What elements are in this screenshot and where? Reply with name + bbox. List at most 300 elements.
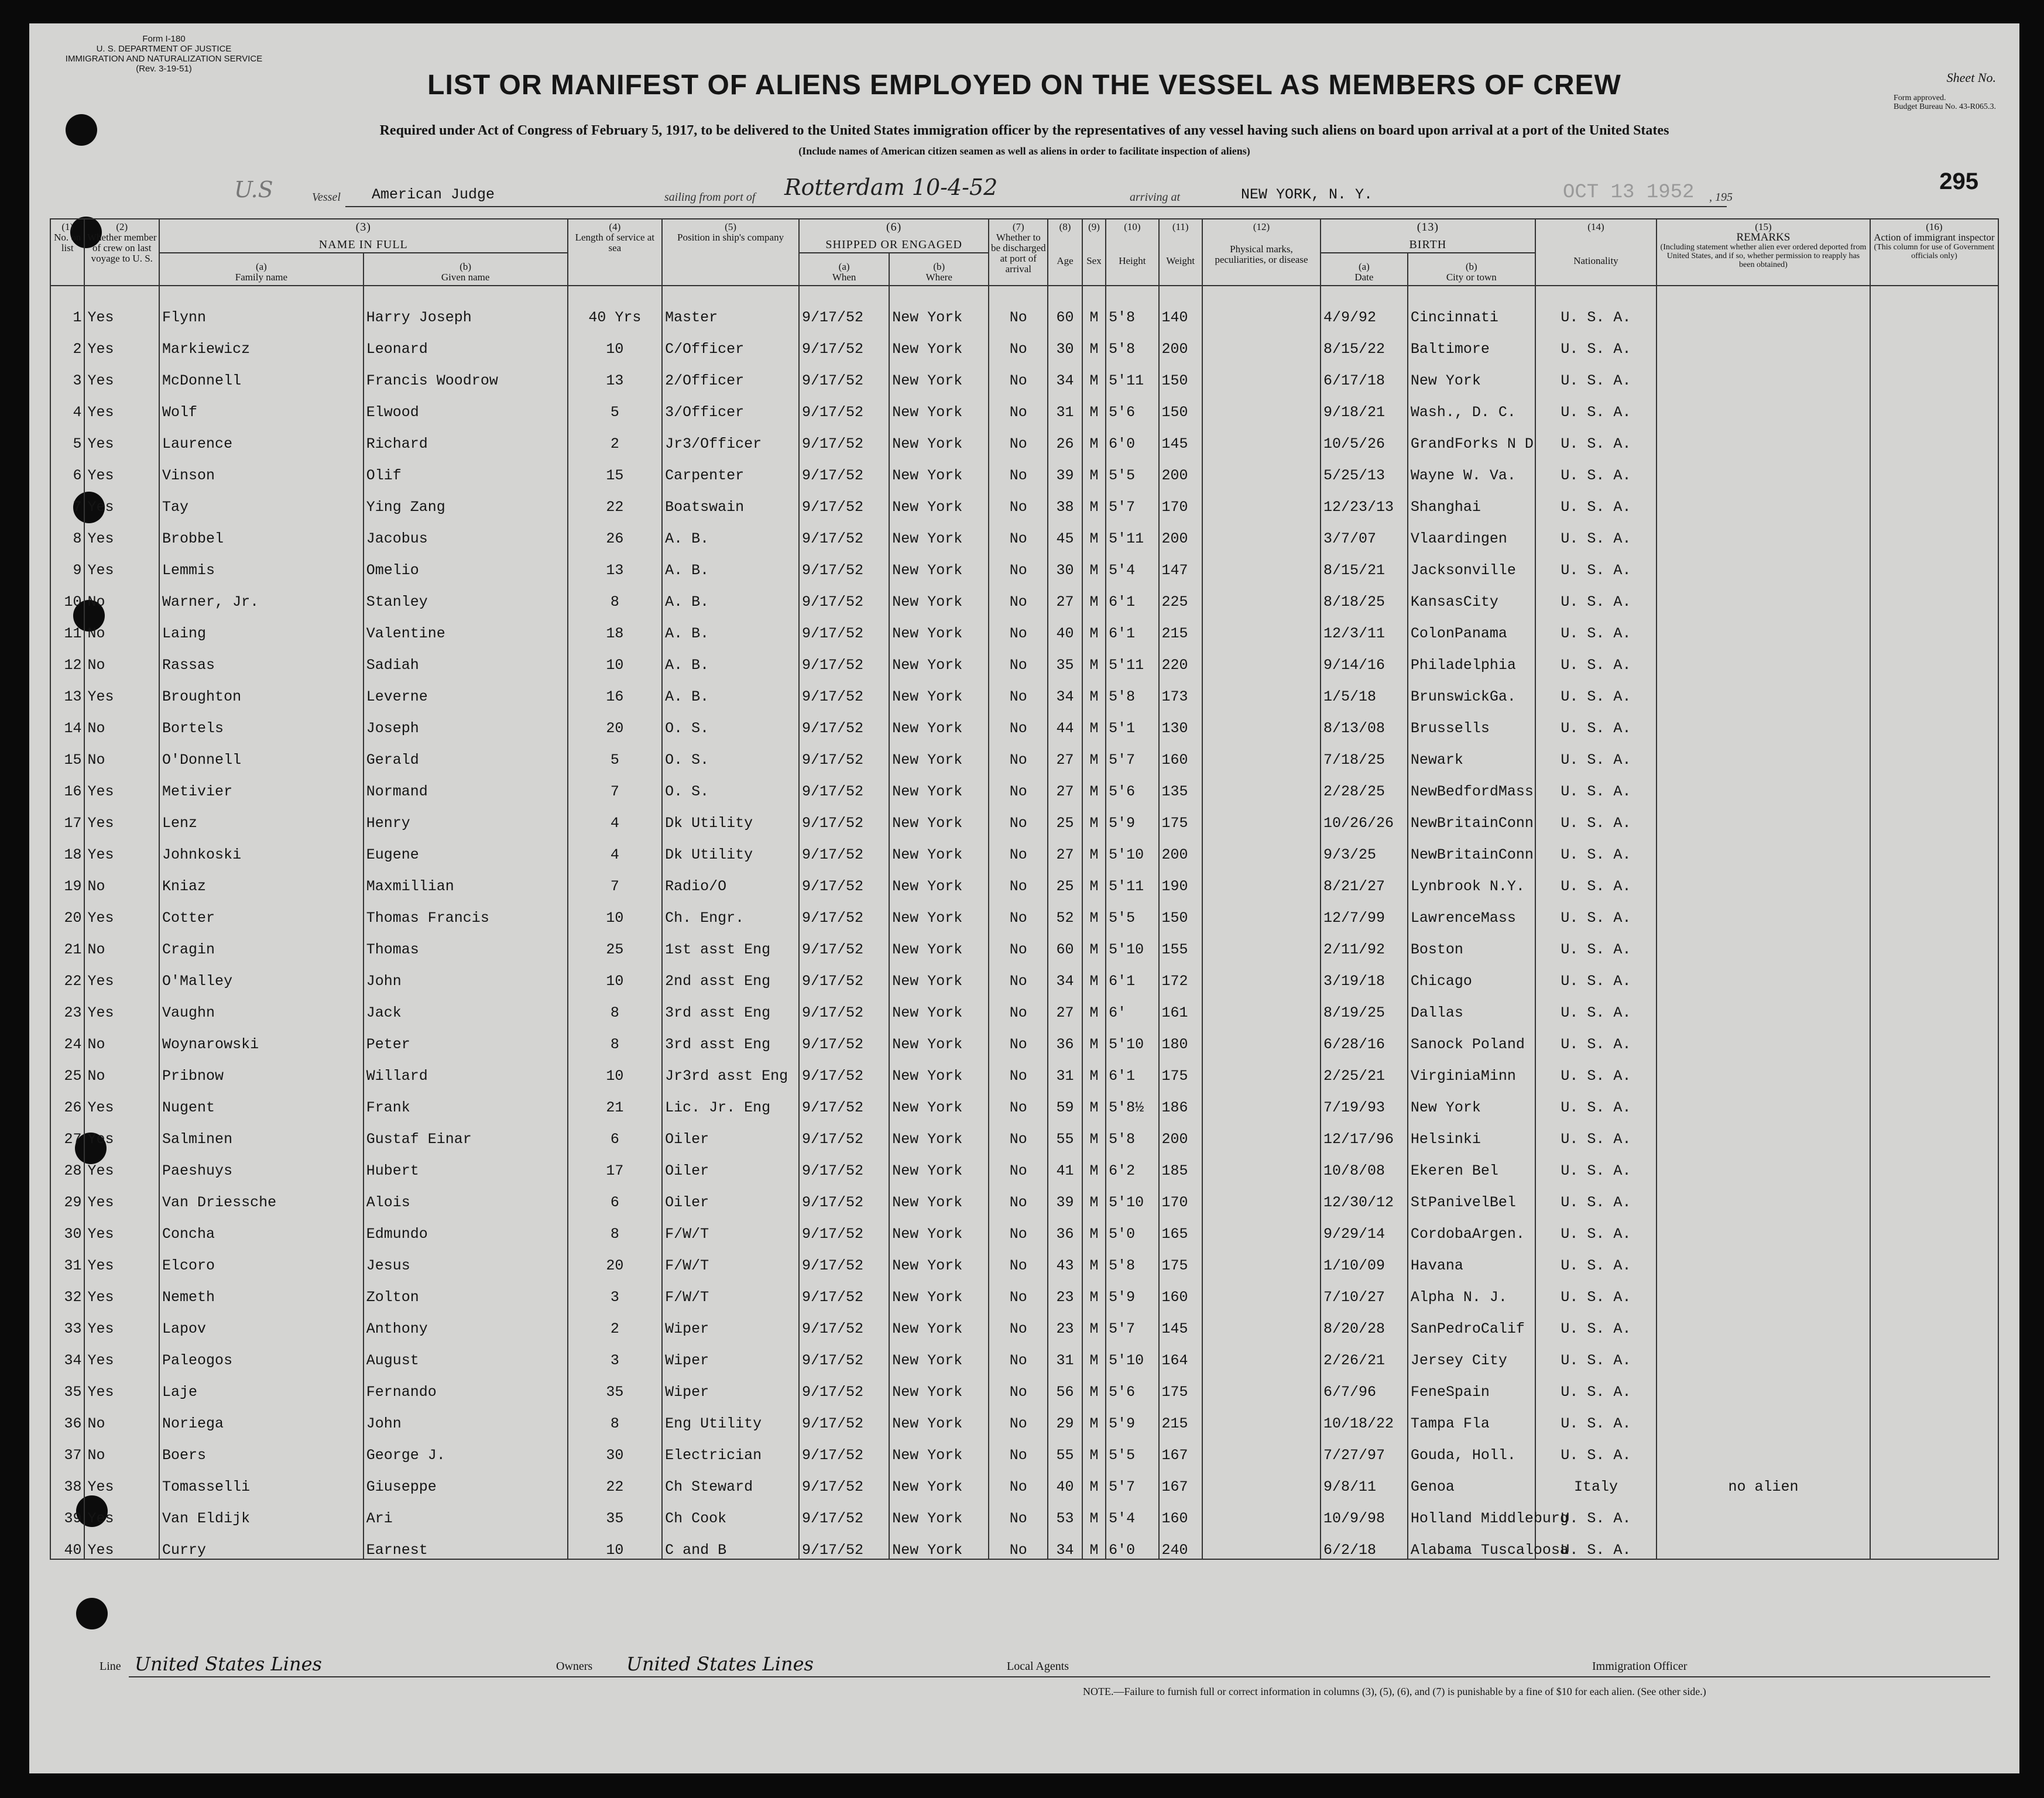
discharge-cell: No	[989, 1053, 1048, 1085]
nationality-cell: U. S. A.	[1535, 990, 1657, 1021]
last-voyage-cell: No	[84, 863, 159, 895]
family-name-cell: Vaughn	[159, 990, 363, 1021]
remarks-cell	[1657, 958, 1870, 990]
inspector-action-cell	[1870, 1179, 1998, 1211]
age-cell: 52	[1048, 895, 1082, 927]
age-cell: 34	[1048, 358, 1082, 389]
given-name-cell: Eugene	[363, 832, 568, 863]
nationality-cell: U. S. A.	[1535, 1274, 1657, 1306]
position-cell: O. S.	[662, 705, 799, 737]
weight-cell: 175	[1159, 1243, 1202, 1274]
service-length-cell: 13	[568, 547, 663, 579]
sex-cell: M	[1082, 832, 1106, 863]
birth-city-cell: Baltimore	[1408, 326, 1535, 358]
age-cell: 43	[1048, 1243, 1082, 1274]
weight-cell: 240	[1159, 1527, 1202, 1559]
birth-city-cell: Wash., D. C.	[1408, 389, 1535, 421]
nationality-cell: U. S. A.	[1535, 1211, 1657, 1243]
last-voyage-cell: Yes	[84, 1148, 159, 1179]
nationality-cell: U. S. A.	[1535, 1306, 1657, 1337]
last-voyage-cell: Yes	[84, 1116, 159, 1148]
height-cell: 5'9	[1106, 1274, 1158, 1306]
nationality-cell: U. S. A.	[1535, 1369, 1657, 1401]
position-cell: F/W/T	[662, 1274, 799, 1306]
shipped-when-cell: 9/17/52	[799, 1243, 889, 1274]
birth-date-cell: 8/20/28	[1321, 1306, 1408, 1337]
given-name-cell: Hubert	[363, 1148, 568, 1179]
given-name-cell: Zolton	[363, 1274, 568, 1306]
inspector-action-cell	[1870, 389, 1998, 421]
physical-marks-cell	[1202, 1053, 1321, 1085]
height-cell: 5'8	[1106, 286, 1158, 326]
age-cell: 45	[1048, 516, 1082, 547]
birth-date-cell: 6/28/16	[1321, 1021, 1408, 1053]
service-length-cell: 6	[568, 1179, 663, 1211]
birth-city-cell: Brussells	[1408, 705, 1535, 737]
physical-marks-cell	[1202, 1211, 1321, 1243]
birth-date-cell: 7/18/25	[1321, 737, 1408, 768]
family-name-cell: Lapov	[159, 1306, 363, 1337]
remarks-cell	[1657, 452, 1870, 484]
given-name-cell: Valentine	[363, 610, 568, 642]
sex-cell: M	[1082, 421, 1106, 452]
height-cell: 5'0	[1106, 1211, 1158, 1243]
discharge-cell: No	[989, 579, 1048, 610]
table-row	[50, 1021, 1998, 1053]
family-name-cell: Nugent	[159, 1085, 363, 1116]
given-name-cell: Earnest	[363, 1527, 568, 1559]
punch-hole	[76, 1598, 108, 1629]
footer-line	[100, 1653, 2019, 1680]
discharge-cell: No	[989, 421, 1048, 452]
remarks-cell	[1657, 895, 1870, 927]
nationality-cell: U. S. A.	[1535, 1148, 1657, 1179]
row-number-cell: 5	[50, 421, 84, 452]
nationality-cell: U. S. A.	[1535, 421, 1657, 452]
discharge-cell: No	[989, 1432, 1048, 1464]
sex-cell: M	[1082, 389, 1106, 421]
remarks-cell	[1657, 705, 1870, 737]
birth-city-cell: LawrenceMass	[1408, 895, 1535, 927]
physical-marks-cell	[1202, 452, 1321, 484]
remarks-cell	[1657, 990, 1870, 1021]
shipped-when-cell: 9/17/52	[799, 358, 889, 389]
age-cell: 38	[1048, 484, 1082, 516]
service-length-cell: 40 Yrs	[568, 286, 663, 326]
inspector-action-cell	[1870, 452, 1998, 484]
inspector-action-cell	[1870, 286, 1998, 326]
service-length-cell: 10	[568, 642, 663, 674]
height-cell: 6'1	[1106, 1053, 1158, 1085]
remarks-cell: no alien	[1657, 1464, 1870, 1495]
crew-manifest-table	[50, 218, 1999, 1560]
row-number-cell: 4	[50, 389, 84, 421]
shipped-when-cell: 9/17/52	[799, 1369, 889, 1401]
age-cell: 30	[1048, 326, 1082, 358]
last-voyage-cell: No	[84, 1053, 159, 1085]
remarks-cell	[1657, 547, 1870, 579]
position-cell: Oiler	[662, 1148, 799, 1179]
row-number-cell: 28	[50, 1148, 84, 1179]
discharge-cell: No	[989, 1148, 1048, 1179]
shipped-when-cell: 9/17/52	[799, 389, 889, 421]
shipped-where-cell: New York	[889, 768, 989, 800]
position-cell: Boatswain	[662, 484, 799, 516]
sex-cell: M	[1082, 674, 1106, 705]
crew-rows	[50, 286, 1998, 1559]
age-cell: 40	[1048, 610, 1082, 642]
physical-marks-cell	[1202, 610, 1321, 642]
given-name-cell: Stanley	[363, 579, 568, 610]
birth-city-cell: Genoa	[1408, 1464, 1535, 1495]
position-cell: Wiper	[662, 1337, 799, 1369]
given-name-cell: Richard	[363, 421, 568, 452]
inspector-action-cell	[1870, 674, 1998, 705]
height-cell: 5'9	[1106, 800, 1158, 832]
position-cell: A. B.	[662, 674, 799, 705]
last-voyage-cell: No	[84, 642, 159, 674]
last-voyage-cell: Yes	[84, 452, 159, 484]
col-header-when: (a) When	[799, 253, 889, 286]
sex-cell: M	[1082, 1179, 1106, 1211]
last-voyage-cell: Yes	[84, 1369, 159, 1401]
table-row	[50, 1401, 1998, 1432]
remarks-cell	[1657, 1085, 1870, 1116]
col-header-family: (a) Family name	[159, 253, 363, 286]
physical-marks-cell	[1202, 1148, 1321, 1179]
birth-city-cell: VirginiaMinn	[1408, 1053, 1535, 1085]
birth-city-cell: Jacksonville	[1408, 547, 1535, 579]
height-cell: 5'11	[1106, 516, 1158, 547]
remarks-cell	[1657, 610, 1870, 642]
last-voyage-cell: Yes	[84, 389, 159, 421]
table-row	[50, 547, 1998, 579]
nationality-cell: Italy	[1535, 1464, 1657, 1495]
nationality-cell: U. S. A.	[1535, 1527, 1657, 1559]
birth-city-cell: Holland Middleburg	[1408, 1495, 1535, 1527]
year-suffix: , 195	[1709, 191, 1733, 204]
table-row	[50, 1116, 1998, 1148]
shipped-where-cell: New York	[889, 927, 989, 958]
last-voyage-cell: Yes	[84, 1211, 159, 1243]
birth-date-cell: 2/25/21	[1321, 1053, 1408, 1085]
weight-cell: 215	[1159, 610, 1202, 642]
birth-city-cell: StPanivelBel	[1408, 1179, 1535, 1211]
last-voyage-cell: Yes	[84, 895, 159, 927]
table-row	[50, 389, 1998, 421]
remarks-cell	[1657, 579, 1870, 610]
sex-cell: M	[1082, 1464, 1106, 1495]
family-name-cell: Metivier	[159, 768, 363, 800]
discharge-cell: No	[989, 1021, 1048, 1053]
row-number-cell: 40	[50, 1527, 84, 1559]
shipped-where-cell: New York	[889, 1464, 989, 1495]
shipped-when-cell: 9/17/52	[799, 484, 889, 516]
given-name-cell: Gustaf Einar	[363, 1116, 568, 1148]
family-name-cell: O'Donnell	[159, 737, 363, 768]
shipped-where-cell: New York	[889, 1116, 989, 1148]
age-cell: 34	[1048, 1527, 1082, 1559]
birth-city-cell: Boston	[1408, 927, 1535, 958]
table-row	[50, 452, 1998, 484]
nationality-cell: U. S. A.	[1535, 737, 1657, 768]
family-name-cell: Bortels	[159, 705, 363, 737]
shipped-where-cell: New York	[889, 705, 989, 737]
page-title: LIST OR MANIFEST OF ALIENS EMPLOYED ON THE VESSEL AS MEMBERS OF CREW	[427, 70, 1621, 101]
vessel-label: Vessel	[312, 191, 341, 204]
table-row	[50, 958, 1998, 990]
given-name-cell: Leverne	[363, 674, 568, 705]
shipped-where-cell: New York	[889, 1369, 989, 1401]
family-name-cell: Tay	[159, 484, 363, 516]
physical-marks-cell	[1202, 516, 1321, 547]
family-name-cell: Tomasselli	[159, 1464, 363, 1495]
discharge-cell: No	[989, 1369, 1048, 1401]
remarks-cell	[1657, 286, 1870, 326]
position-cell: Ch. Engr.	[662, 895, 799, 927]
service-length-cell: 35	[568, 1495, 663, 1527]
family-name-cell: Laje	[159, 1369, 363, 1401]
shipped-where-cell: New York	[889, 1085, 989, 1116]
service-length-cell: 3	[568, 1337, 663, 1369]
remarks-cell	[1657, 832, 1870, 863]
height-cell: 5'1	[1106, 705, 1158, 737]
birth-date-cell: 12/7/99	[1321, 895, 1408, 927]
discharge-cell: No	[989, 895, 1048, 927]
shipped-where-cell: New York	[889, 358, 989, 389]
inspector-action-cell	[1870, 1274, 1998, 1306]
height-cell: 5'4	[1106, 1495, 1158, 1527]
inspector-action-cell	[1870, 1527, 1998, 1559]
table-row	[50, 895, 1998, 927]
age-cell: 34	[1048, 958, 1082, 990]
sex-cell: M	[1082, 863, 1106, 895]
birth-city-cell: Lynbrook N.Y.	[1408, 863, 1535, 895]
discharge-cell: No	[989, 1306, 1048, 1337]
remarks-cell	[1657, 389, 1870, 421]
remarks-cell	[1657, 516, 1870, 547]
position-cell: A. B.	[662, 547, 799, 579]
row-number-cell: 24	[50, 1021, 84, 1053]
shipped-where-cell: New York	[889, 1274, 989, 1306]
sex-cell: M	[1082, 990, 1106, 1021]
age-cell: 27	[1048, 579, 1082, 610]
last-voyage-cell: No	[84, 1432, 159, 1464]
birth-date-cell: 6/2/18	[1321, 1527, 1408, 1559]
shipped-when-cell: 9/17/52	[799, 421, 889, 452]
nationality-cell: U. S. A.	[1535, 1337, 1657, 1369]
table-row	[50, 642, 1998, 674]
col-header-remarks: (15) REMARKS (Including statement whether alien ever ordered deported from United States, and if so, whether permission to reapply has been obtained)	[1657, 219, 1870, 286]
row-number-cell: 2	[50, 326, 84, 358]
given-name-cell: Alois	[363, 1179, 568, 1211]
sex-cell: M	[1082, 642, 1106, 674]
sheet-label: Sheet No.	[1946, 70, 1996, 85]
inspector-action-cell	[1870, 737, 1998, 768]
height-cell: 6'1	[1106, 958, 1158, 990]
family-name-cell: Boers	[159, 1432, 363, 1464]
service-length-cell: 16	[568, 674, 663, 705]
birth-city-cell: CordobaArgen.	[1408, 1211, 1535, 1243]
row-number-cell: 21	[50, 927, 84, 958]
nationality-cell: U. S. A.	[1535, 1053, 1657, 1085]
shipped-when-cell: 9/17/52	[799, 452, 889, 484]
inspector-action-cell	[1870, 1337, 1998, 1369]
position-cell: Wiper	[662, 1369, 799, 1401]
sex-cell: M	[1082, 1243, 1106, 1274]
discharge-cell: No	[989, 800, 1048, 832]
position-cell: Wiper	[662, 1306, 799, 1337]
service-length-cell: 8	[568, 579, 663, 610]
budget-note	[1894, 94, 1996, 111]
row-number-cell: 3	[50, 358, 84, 389]
inspector-action-cell	[1870, 768, 1998, 800]
given-name-cell: Elwood	[363, 389, 568, 421]
row-number-cell: 37	[50, 1432, 84, 1464]
age-cell: 55	[1048, 1432, 1082, 1464]
nationality-cell: U. S. A.	[1535, 832, 1657, 863]
last-voyage-cell: Yes	[84, 1464, 159, 1495]
birth-date-cell: 8/13/08	[1321, 705, 1408, 737]
birth-date-cell: 8/19/25	[1321, 990, 1408, 1021]
table-row	[50, 610, 1998, 642]
position-cell: Master	[662, 286, 799, 326]
given-name-cell: Harry Joseph	[363, 286, 568, 326]
weight-cell: 155	[1159, 927, 1202, 958]
discharge-cell: No	[989, 958, 1048, 990]
inspector-action-cell	[1870, 1401, 1998, 1432]
weight-cell: 173	[1159, 674, 1202, 705]
table-row	[50, 358, 1998, 389]
row-number-cell: 20	[50, 895, 84, 927]
weight-cell: 135	[1159, 768, 1202, 800]
shipped-where-cell: New York	[889, 1148, 989, 1179]
weight-cell: 220	[1159, 642, 1202, 674]
physical-marks-cell	[1202, 579, 1321, 610]
service-length-cell: 7	[568, 863, 663, 895]
service-length-cell: 5	[568, 737, 663, 768]
inspector-action-cell	[1870, 863, 1998, 895]
sex-cell: M	[1082, 579, 1106, 610]
table-row	[50, 484, 1998, 516]
row-number-cell: 9	[50, 547, 84, 579]
owners-value: United States Lines	[626, 1653, 814, 1675]
line-value: United States Lines	[135, 1653, 322, 1675]
inspector-action-cell	[1870, 1369, 1998, 1401]
weight-cell: 167	[1159, 1464, 1202, 1495]
table-row	[50, 800, 1998, 832]
given-name-cell: Jack	[363, 990, 568, 1021]
shipped-where-cell: New York	[889, 547, 989, 579]
family-name-cell: Lenz	[159, 800, 363, 832]
shipped-when-cell: 9/17/52	[799, 768, 889, 800]
birth-city-cell: Tampa Fla	[1408, 1401, 1535, 1432]
discharge-cell: No	[989, 1085, 1048, 1116]
shipped-when-cell: 9/17/52	[799, 674, 889, 705]
family-name-cell: Markiewicz	[159, 326, 363, 358]
inspector-action-cell	[1870, 1085, 1998, 1116]
last-voyage-cell: No	[84, 1021, 159, 1053]
physical-marks-cell	[1202, 389, 1321, 421]
department: U. S. DEPARTMENT OF JUSTICE	[96, 44, 232, 54]
height-cell: 6'0	[1106, 1527, 1158, 1559]
last-voyage-cell: Yes	[84, 484, 159, 516]
inspector-action-cell	[1870, 705, 1998, 737]
sex-cell: M	[1082, 1148, 1106, 1179]
shipped-when-cell: 9/17/52	[799, 1053, 889, 1085]
service-length-cell: 35	[568, 1369, 663, 1401]
given-name-cell: Sadiah	[363, 642, 568, 674]
given-name-cell: Thomas	[363, 927, 568, 958]
physical-marks-cell	[1202, 863, 1321, 895]
col-header-last-voyage: (2) Whether member of crew on last voyage to U. S.	[84, 219, 159, 286]
shipped-where-cell: New York	[889, 484, 989, 516]
birth-date-cell: 7/27/97	[1321, 1432, 1408, 1464]
family-name-cell: Broughton	[159, 674, 363, 705]
given-name-cell: Jesus	[363, 1243, 568, 1274]
birth-city-cell: Cincinnati	[1408, 286, 1535, 326]
position-cell: A. B.	[662, 579, 799, 610]
weight-cell: 150	[1159, 895, 1202, 927]
shipped-when-cell: 9/17/52	[799, 516, 889, 547]
shipped-where-cell: New York	[889, 1401, 989, 1432]
inspector-action-cell	[1870, 547, 1998, 579]
budget-line: Budget Bureau No. 43-R065.3.	[1894, 102, 1996, 111]
service-length-cell: 8	[568, 990, 663, 1021]
remarks-cell	[1657, 1053, 1870, 1085]
given-name-cell: Leonard	[363, 326, 568, 358]
shipped-when-cell: 9/17/52	[799, 1274, 889, 1306]
discharge-cell: No	[989, 832, 1048, 863]
physical-marks-cell	[1202, 927, 1321, 958]
birth-date-cell: 12/17/96	[1321, 1116, 1408, 1148]
col-header-birth-date: (a) Date	[1321, 253, 1408, 286]
shipped-where-cell: New York	[889, 958, 989, 990]
age-cell: 55	[1048, 1116, 1082, 1148]
inspector-action-cell	[1870, 579, 1998, 610]
position-cell: Jr3/Officer	[662, 421, 799, 452]
remarks-cell	[1657, 484, 1870, 516]
family-name-cell: Warner, Jr.	[159, 579, 363, 610]
service-length-cell: 10	[568, 1053, 663, 1085]
height-cell: 6'2	[1106, 1148, 1158, 1179]
weight-cell: 200	[1159, 1116, 1202, 1148]
shipped-where-cell: New York	[889, 1495, 989, 1527]
birth-date-cell: 7/10/27	[1321, 1274, 1408, 1306]
row-number-cell: 23	[50, 990, 84, 1021]
shipped-when-cell: 9/17/52	[799, 610, 889, 642]
service-length-cell: 25	[568, 927, 663, 958]
service-length-cell: 10	[568, 895, 663, 927]
weight-cell: 200	[1159, 452, 1202, 484]
discharge-cell: No	[989, 1464, 1048, 1495]
weight-cell: 180	[1159, 1021, 1202, 1053]
remarks-cell	[1657, 1179, 1870, 1211]
birth-city-cell: Gouda, Holl.	[1408, 1432, 1535, 1464]
vessel-prefix: U.S	[234, 177, 273, 203]
given-name-cell: Maxmillian	[363, 863, 568, 895]
given-name-cell: Henry	[363, 800, 568, 832]
service-length-cell: 5	[568, 389, 663, 421]
age-cell: 31	[1048, 1053, 1082, 1085]
table-row	[50, 1274, 1998, 1306]
nationality-cell: U. S. A.	[1535, 579, 1657, 610]
last-voyage-cell: No	[84, 927, 159, 958]
discharge-cell: No	[989, 547, 1048, 579]
table-row	[50, 1148, 1998, 1179]
given-name-cell: John	[363, 958, 568, 990]
sex-cell: M	[1082, 1432, 1106, 1464]
